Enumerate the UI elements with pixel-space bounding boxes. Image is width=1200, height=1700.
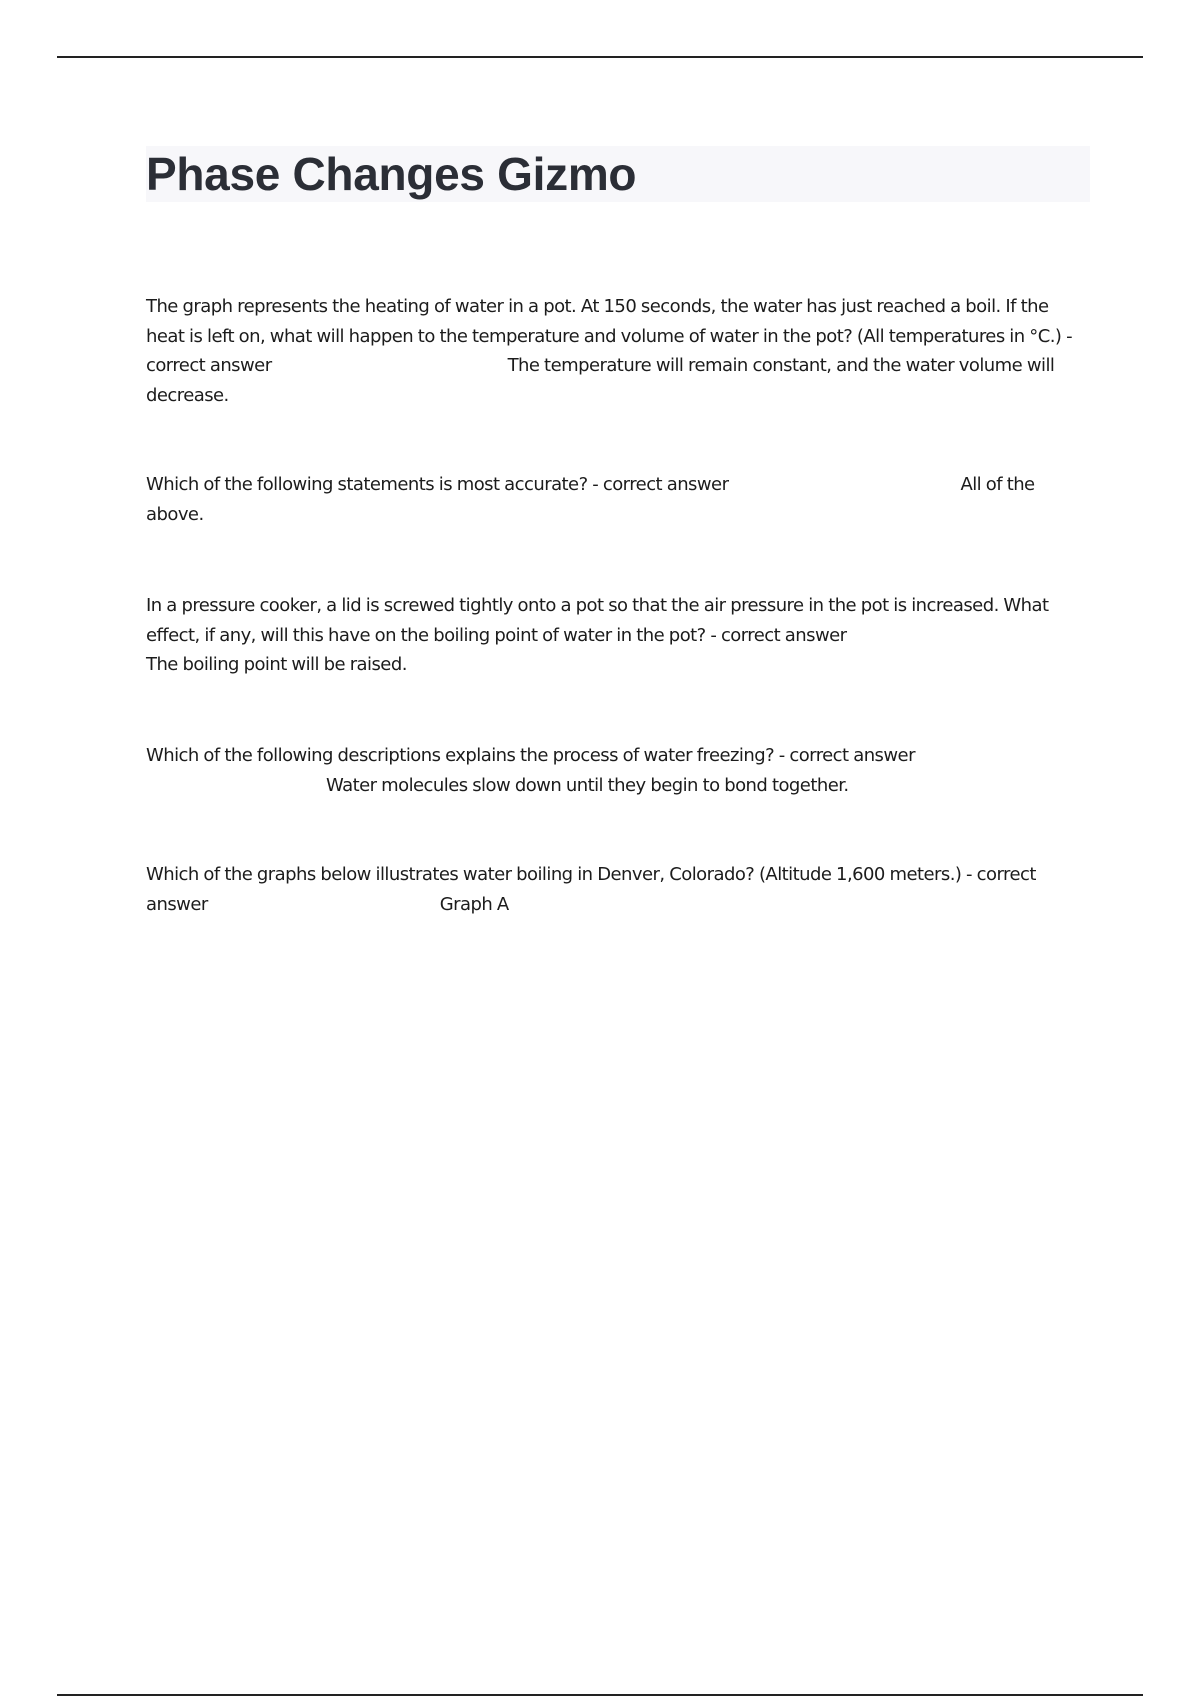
qa-item bbox=[146, 470, 1076, 529]
question-text: Which of the following descriptions explains the process of water freezing? - correct answer bbox=[146, 745, 915, 766]
page-title: Phase Changes Gizmo bbox=[146, 148, 637, 200]
top-rule bbox=[57, 56, 1143, 58]
qa-item bbox=[146, 741, 1076, 800]
answer-text: Graph A bbox=[439, 893, 509, 915]
question-text: In a pressure cooker, a lid is screwed tightly onto a pot so that the air pressure in the pot is increased. What effect, if any, will this have on the boiling point of water in the pot? - correct answer bbox=[146, 595, 1049, 646]
question-text: The graph represents the heating of water in a pot. At 150 seconds, the water has just reached a boil. If the heat is left on, what will happen to the temperature and volume of water in the pot? (All temperatures in °C.) - correct answer bbox=[146, 296, 1073, 376]
question-text: Which of the following statements is most accurate? - correct answer bbox=[146, 474, 729, 495]
bottom-rule bbox=[57, 1694, 1143, 1696]
answer-text: All of the above. bbox=[146, 474, 1035, 525]
qa-item bbox=[146, 292, 1076, 410]
answer-text: The boiling point will be raised. bbox=[146, 654, 407, 675]
answer-text: The temperature will remain constant, and the water volume will decrease. bbox=[146, 355, 1055, 406]
qa-item bbox=[146, 591, 1076, 680]
answer-text: Water molecules slow down until they begin to bond together. bbox=[326, 774, 849, 796]
question-text: Which of the graphs below illustrates water boiling in Denver, Colorado? (Altitude 1,600 meters.) - correct answer bbox=[146, 864, 1036, 915]
qa-item bbox=[146, 860, 1076, 919]
